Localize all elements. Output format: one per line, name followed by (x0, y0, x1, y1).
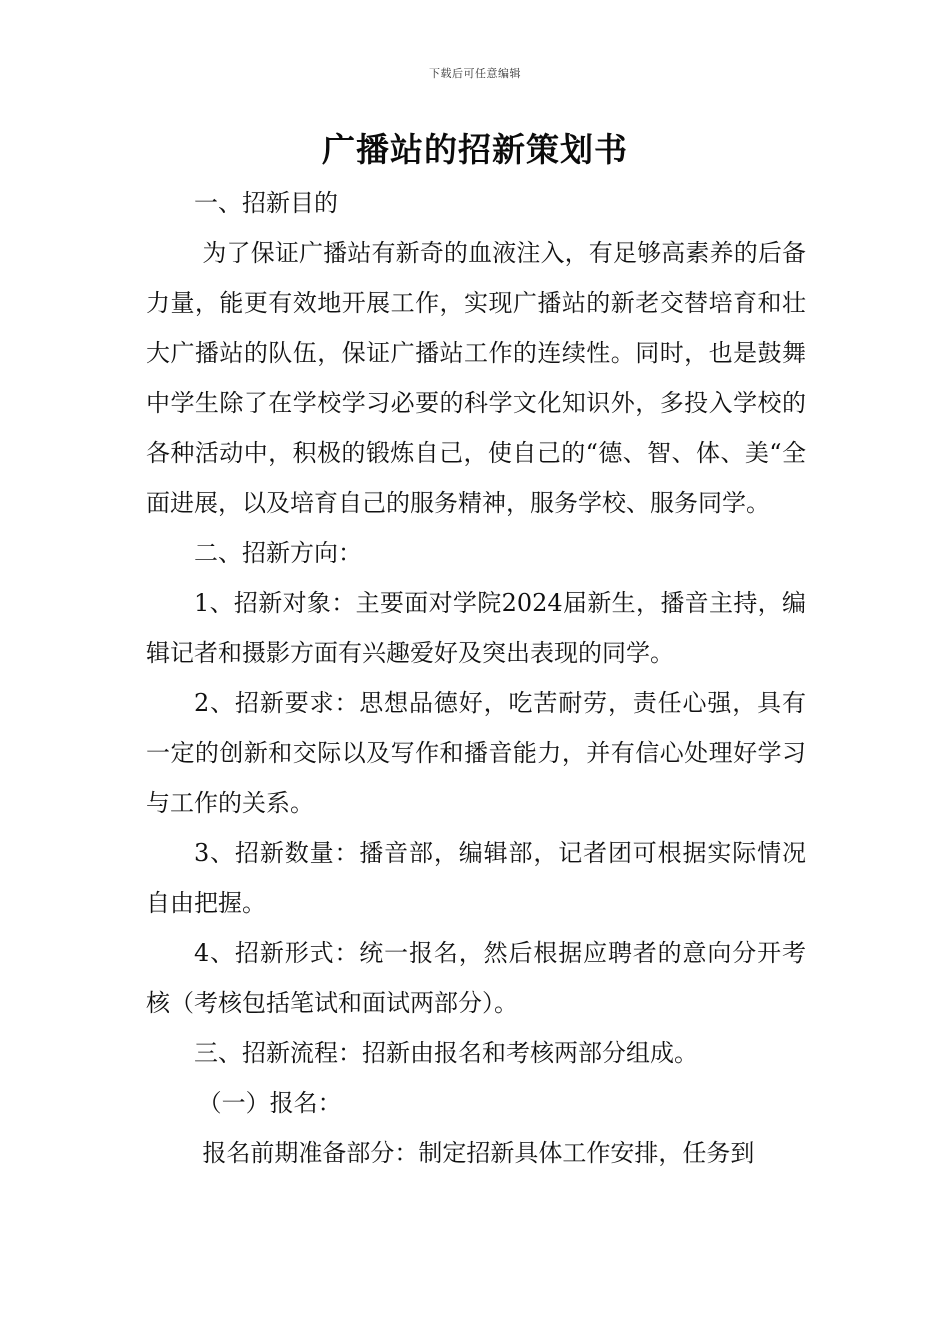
paragraph-purpose: 为了保证广播站有新奇的血液注入，有足够高素养的后备力量，能更有效地开展工作，实现广播站的新老交替培育和壮大广播站的队伍，保证广播站工作的连续性。同时，也是鼓舞中学生除了在学校学习必要的科学文化知识外，多投入学校的各种活动中，积极的锻炼自己，使自己的“德、智、体、美“全面进展，以及培育自己的服务精神，服务学校、服务同学。 (146, 239, 806, 517)
section-heading-direction: 二、招新方向： (194, 539, 362, 567)
section-heading-process: 三、招新流程：招新由报名和考核两部分组成。 (194, 1039, 698, 1067)
paragraph-recruitment-quantity: 3、招新数量：播音部，编辑部，记者团可根据实际情况自由把握。 (146, 839, 806, 917)
subheading-registration: （一）报名： (197, 1089, 342, 1117)
paragraph-recruitment-format: 4、招新形式：统一报名，然后根据应聘者的意向分开考核（考核包括笔试和面试两部分）。 (146, 939, 806, 1017)
document-title: 广播站的招新策划书 (322, 130, 628, 169)
header-note: 下载后可任意编辑 (429, 67, 521, 80)
document-body (146, 178, 806, 1178)
paragraph-recruitment-target: 1、招新对象：主要面对学院2024届新生，播音主持，编辑记者和摄影方面有兴趣爱好及突出表现的同学。 (146, 589, 806, 667)
section-heading-purpose: 一、招新目的 (194, 189, 338, 217)
paragraph-registration-preparation: 报名前期准备部分：制定招新具体工作安排，任务到 (202, 1139, 755, 1167)
paragraph-recruitment-requirements: 2、招新要求：思想品德好，吃苦耐劳，责任心强，具有一定的创新和交际以及写作和播音能力，并有信心处理好学习与工作的关系。 (146, 689, 806, 817)
